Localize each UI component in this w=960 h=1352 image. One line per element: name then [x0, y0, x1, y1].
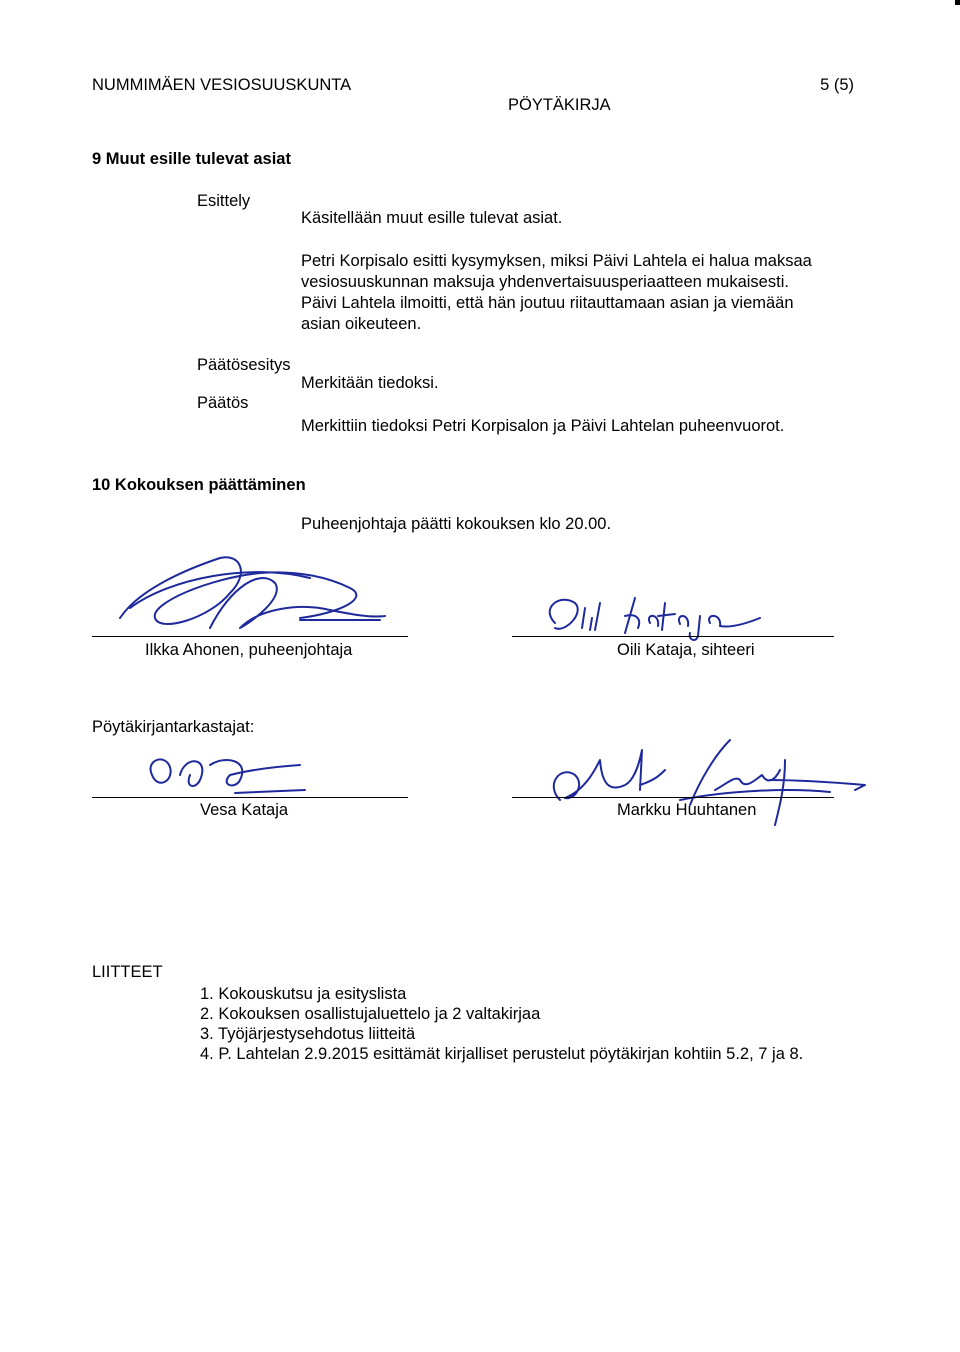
reviewer-1-name: Vesa Kataja: [200, 801, 289, 819]
reviewer-2-name: Markku Huuhtanen: [617, 801, 757, 819]
reviewer-1-signature-line: [92, 797, 408, 798]
secretary-signature: [530, 588, 790, 648]
reviewers-label: Pöytäkirjantarkastajat:: [92, 718, 255, 736]
intro-line-1: Käsitellään muut esille tulevat asiat.: [301, 209, 563, 227]
chair-signature-line: [92, 636, 408, 637]
attachment-item-1: 1. Kokouskutsu ja esityslista: [200, 985, 407, 1003]
label-paatos: Päätös: [197, 394, 249, 412]
attachment-item-3: 3. Työjärjestysehdotus liitteitä: [200, 1025, 416, 1043]
section-10-title: 10 Kokouksen päättäminen: [92, 476, 306, 494]
proposal-text: Merkitään tiedoksi.: [301, 374, 439, 392]
label-esittely: Esittely: [197, 192, 251, 210]
header-page-number: 5 (5): [820, 76, 854, 94]
reviewer-2-signature-line: [512, 797, 834, 798]
header-org: NUMMIMÄEN VESIOSUUSKUNTA: [92, 76, 352, 94]
intro-line-4: Päivi Lahtela ilmoitti, että hän joutuu riitauttamaan asian ja viemään: [301, 294, 794, 312]
scan-corner-mark: [955, 0, 960, 5]
chair-signature: [100, 548, 400, 648]
section-9-title: 9 Muut esille tulevat asiat: [92, 150, 291, 168]
secretary-name: Oili Kataja, sihteeri: [617, 641, 755, 659]
intro-line-5: asian oikeuteen.: [301, 315, 422, 333]
attachment-item-2: 2. Kokouksen osallistujaluettelo ja 2 valtakirjaa: [200, 1005, 541, 1023]
header-doc-type: PÖYTÄKIRJA: [508, 96, 611, 114]
attachment-item-4: 4. P. Lahtelan 2.9.2015 esittämät kirjalliset perustelut pöytäkirjan kohtiin 5.2, 7 ja 8.: [200, 1045, 804, 1063]
label-paatosesitys: Päätösesitys: [197, 356, 291, 374]
attachments-label: LIITTEET: [92, 963, 163, 981]
intro-line-2: Petri Korpisalo esitti kysymyksen, miksi Päivi Lahtela ei halua maksaa: [301, 252, 812, 270]
intro-line-3: vesiosuuskunnan maksuja yhdenvertaisuusperiaatteen mukaisesti.: [301, 273, 789, 291]
decision-text: Merkittiin tiedoksi Petri Korpisalon ja Päivi Lahtelan puheenvuorot.: [301, 417, 785, 435]
secretary-signature-line: [512, 636, 834, 637]
closing-text: Puheenjohtaja päätti kokouksen klo 20.00.: [301, 515, 612, 533]
chair-name: Ilkka Ahonen, puheenjohtaja: [145, 641, 353, 659]
